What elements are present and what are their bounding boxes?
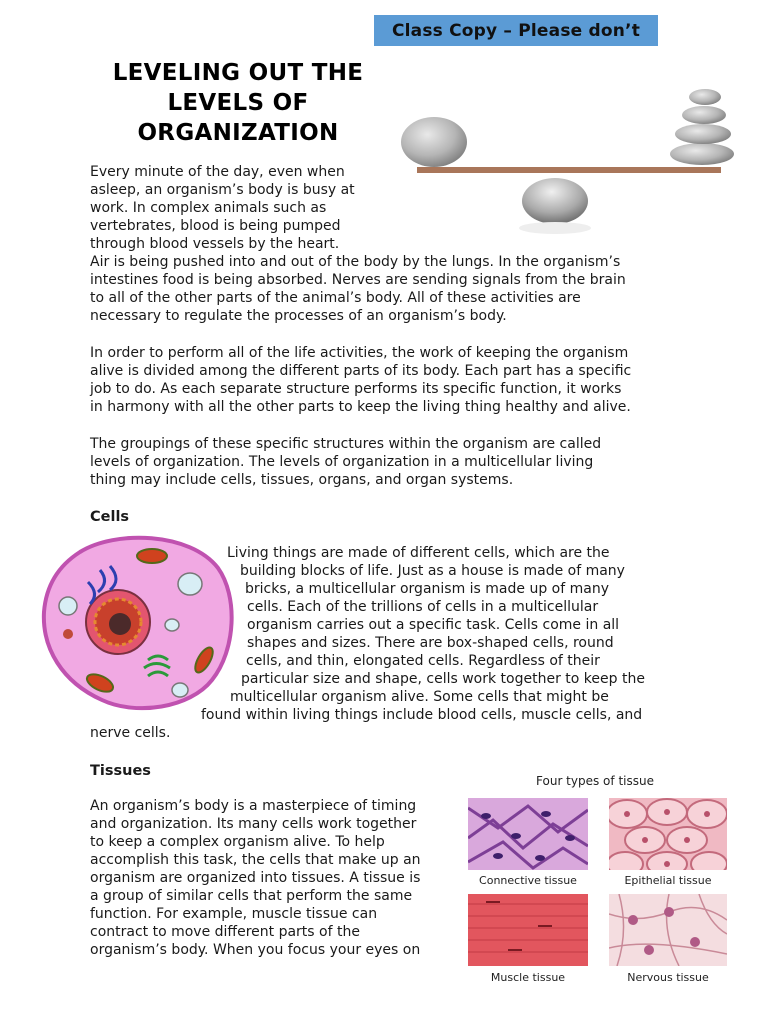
cells-line: bricks, a multicellular organism is made up of many [245,581,609,597]
intro-line: to all of the other parts of the animal’s body. All of these activities are [90,290,581,306]
cells-line: cells. Each of the trillions of cells in a multicellular [247,599,599,615]
fulcrum-stone [522,178,588,224]
tissues-line: accomplish this task, the cells that make up an [90,852,421,868]
intro-line: necessary to regulate the processes of an organism’s body. [90,308,507,324]
tissue-figure-title: Four types of tissue [536,774,654,788]
muscle-tissue-image [468,894,588,966]
cells-line: cells, and thin, elongated cells. Regardless of their [246,653,600,669]
body-line: job to do. As each separate structure performs its specific function, it works [90,381,622,397]
title-line: ORGANIZATION [137,120,339,146]
body-line: thing may include cells, tissues, organs, and organ systems. [90,472,514,488]
intro-line: work. In complex animals such as [90,200,327,216]
tissues-heading: Tissues [90,763,151,779]
tissues-line: to keep a complex organism alive. To help [90,834,385,850]
balance-plank [417,167,721,173]
intro-line: vertebrates, blood is being pumped [90,218,341,234]
tissues-line: a group of similar cells that perform the same [90,888,413,904]
body-line: alive is divided among the different parts of its body. Each part has a specific [90,363,632,379]
body-line: In order to perform all of the life activities, the work of keeping the organism [90,345,629,361]
body-line: The groupings of these specific structures within the organism are called [90,436,602,452]
page-title [90,58,386,148]
connective-tissue-image [468,798,588,870]
cells-line: building blocks of life. Just as a house is made of many [240,563,625,579]
cells-line: multicellular organism alive. Some cells that might be [230,689,609,705]
stack-stone [682,106,726,124]
cells-line: particular size and shape, cells work together to keep the [241,671,645,687]
cells-line: found within living things include blood cells, muscle cells, and [201,707,643,723]
stack-stone [675,124,731,144]
nervous-tissue-image [609,894,727,966]
tissues-line: organism are organized into tissues. A tissue is [90,870,421,886]
balance-stones-illustration [395,78,735,243]
body-line: in harmony with all the other parts to keep the living thing healthy and alive. [90,399,631,415]
intro-line: asleep, an organism’s body is busy at [90,182,355,198]
cells-heading: Cells [90,509,130,525]
intro-line: through blood vessels by the heart. [90,236,340,252]
vacuole [165,619,179,631]
animal-cell-illustration [40,530,235,715]
centriole [63,629,73,639]
epithelial-tissue-image [609,798,727,870]
tissue-label: Connective tissue [479,874,577,887]
intro-line: intestines food is being absorbed. Nerves are sending signals from the brain [90,272,626,288]
title-line: LEVELING OUT THE [112,60,364,86]
stack-stone [689,89,721,105]
tissues-line: contract to move different parts of the [90,924,360,940]
cells-line: Living things are made of different cells, which are the [227,545,610,561]
vacuole [59,597,77,615]
tissue-label: Epithelial tissue [624,874,712,887]
tissues-line: function. For example, muscle tissue can [90,906,378,922]
vacuole [172,683,188,697]
tissues-line: organism’s body. When you focus your eyes on [90,942,421,958]
tissues-line: and organization. Its many cells work together [90,816,417,832]
body-line: levels of organization. The levels of organization in a multicellular living [90,454,594,470]
cells-line: organism carries out a specific task. Cells come in all [247,617,620,633]
tissue-label: Nervous tissue [627,971,709,984]
intro-line: Air is being pushed into and out of the body by the lungs. In the organism’s [90,254,621,270]
tissues-line: An organism’s body is a masterpiece of timing [90,798,417,814]
intro-line: Every minute of the day, even when [90,164,345,180]
left-stone [401,117,467,167]
class-copy-banner: Class Copy – Please don’t [374,15,658,46]
stack-stone [670,143,734,165]
mitochondrion [137,549,167,563]
vacuole [178,573,202,595]
tissue-label: Muscle tissue [490,971,566,984]
cells-line: nerve cells. [90,725,171,741]
cells-line: shapes and sizes. There are box-shaped cells, round [247,635,614,651]
title-line: LEVELS OF [167,90,309,116]
